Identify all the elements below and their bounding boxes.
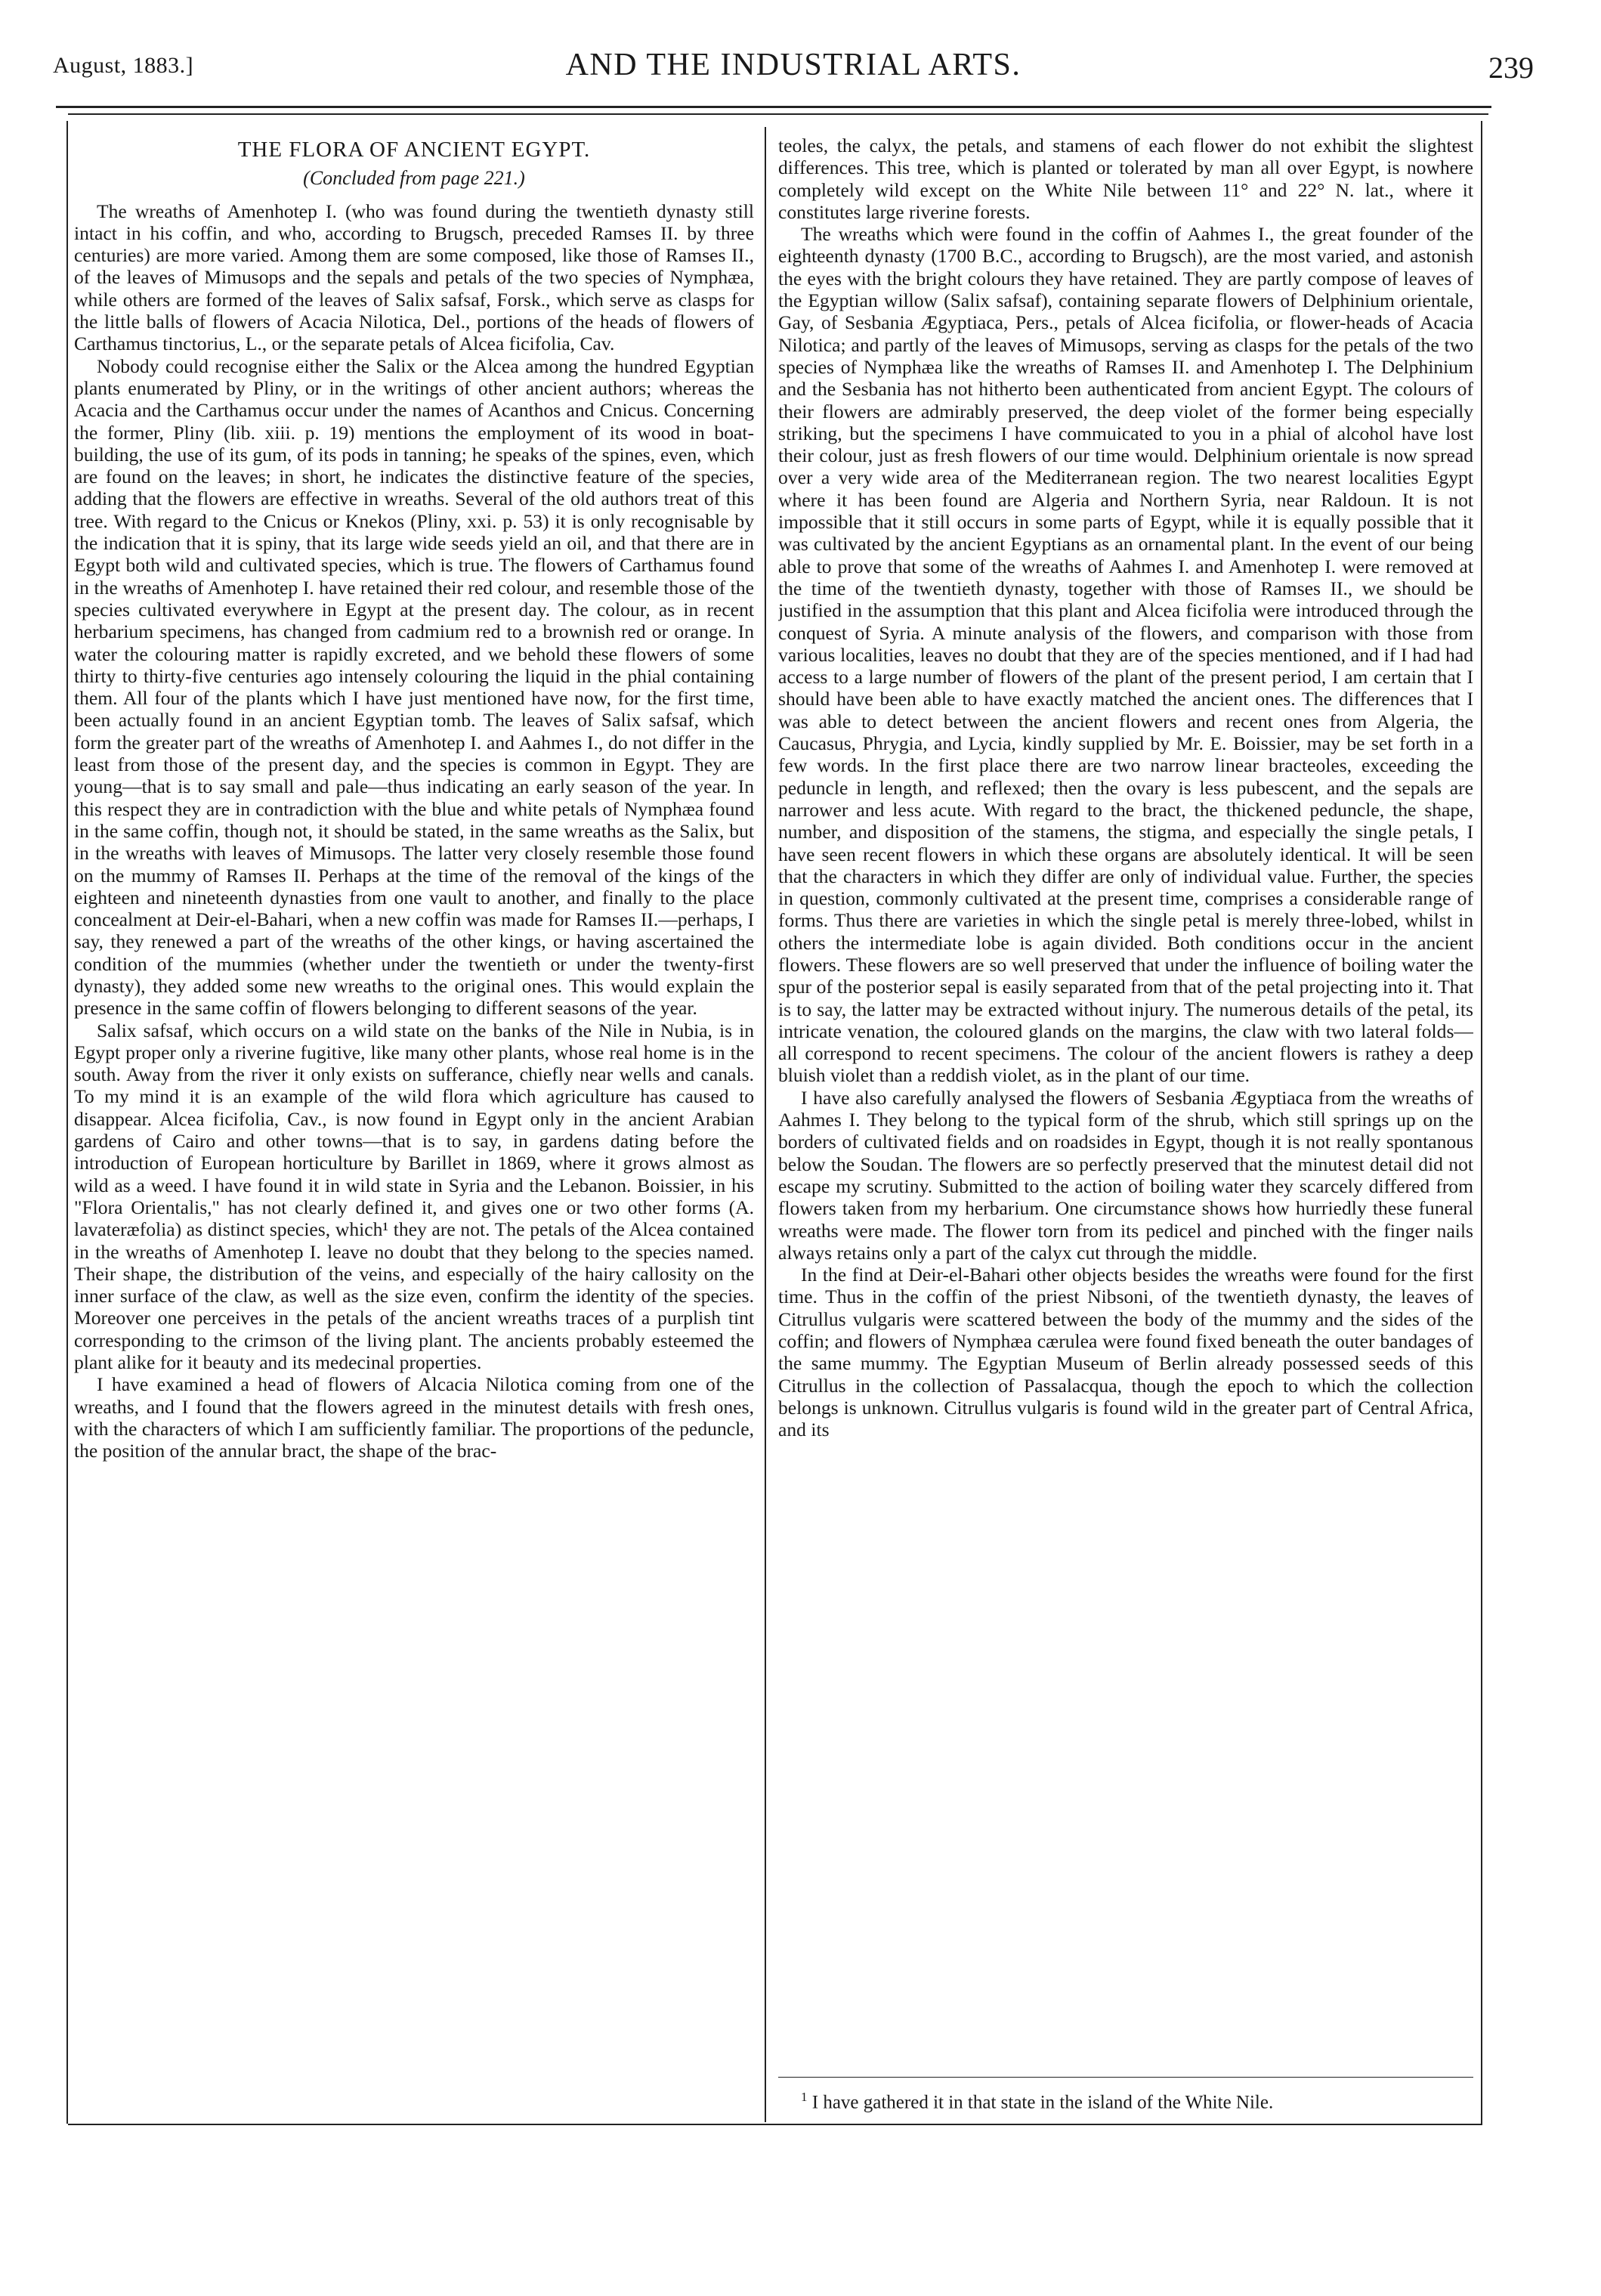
- right-border-rule: [1481, 121, 1482, 2124]
- paragraph: In the find at Deir-el-Bahari other objects besides the wreaths were found for the first time. Thus in the coffin of the priest Nibsoni, of the twentieth dynasty, the leaves of Citrullus vulgaris were scattered between the body of the mummy and the sides of the coffin; and flowers of Nymphæa cærulea were found fixed beneath the outer bandages of the same mummy. The Egyptian Museum of Berlin already possessed seeds of this Citrullus in the collection of Passalacqua, though the epoch to which the collection belongs is unknown. Citrullus vulgaris is found wild in the greater part of Central Africa, and its: [778, 1264, 1473, 1441]
- paragraph: I have also carefully analysed the flowers of Sesbania Ægyptiaca from the wreaths of Aahmes I. They belong to the typical form of the shrub, which still springs up on the borders of cultivated fields and on roadsides in Egypt, though it is not really spontanous below the Soudan. The flowers are so perfectly preserved that the minutest detail did not escape my scrutiny. Submitted to the action of boiling water they scarcely differed from flowers taken from my herbarium. One circumstance shows how hurriedly these funeral wreaths were made. The flower torn from its pedicel and pinched with the finger nails always retains only a part of the calyx cut through the middle.: [778, 1086, 1473, 1264]
- footnote-rule: [778, 2077, 1473, 2078]
- right-column: [778, 135, 1473, 2075]
- paragraph: Salix safsaf, which occurs on a wild state on the banks of the Nile in Nubia, is in Egypt proper only a riverine fugitive, like many other plants, whose real home is in the south. Away from the river it only exists on sufferance, chiefly near wells and canals. To my mind it is an example of the wild flora which agriculture has caused to disappear. Alcea ficifolia, Cav., is now found in Egypt only in the ancient Arabian gardens of Cairo and other towns—that is to say, in gardens dating before the introduction of European horticulture by Barillet in 1869, where it grows almost as wild as a weed. I have found it in wild state in Syria and the Lebanon. Boissier, in his "Flora Orientalis," has not clearly defined it, and gives one or two other forms (A. lavateræfolia) as distinct species, which¹ they are not. The petals of the Alcea contained in the wreaths of Amenhotep I. leave no doubt that they belong to the species named. Their shape, the distribution of the veins, and especially of the hairy callosity on the inner surface of the claw, as well as the size even, confirm the identity of the species. Moreover one perceives in the petals of the ancient wreaths traces of a purplish tint corresponding to the crimson of the living plant. The ancients probably esteemed the plant alike for it beauty and its medecinal properties.: [74, 1019, 754, 1374]
- paragraph: teoles, the calyx, the petals, and stamens of each flower do not exhibit the slightest differences. This tree, which is planted or tolerated by man all over Egypt, is nowhere completely wild except on the White Nile between 11° and 22° N. lat., where it constitutes large riverine forests.: [778, 135, 1473, 223]
- footnote-text: I have gathered it in that state in the island of the White Nile.: [811, 2092, 1274, 2113]
- paragraph: The wreaths which were found in the coffin of Aahmes I., the great founder of the eighteenth dynasty (1700 B.C., according to Brugsch), are the most varied, and astonish the eyes with the bright colours they have retained. They are partly compose of leaves of the Egyptian willow (Salix safsaf), containing separate flowers of Delphinium orientale, Gay, of Sesbania Ægyptiaca, Pers., petals of Alcea ficifolia, or flower-heads of Acacia Nilotica; and partly of the leaves of Mimusops, serving as clasps for the petals of the two species of Nymphæa like the wreaths of Ramses II. and Amenhotep I. The Delphinium and the Sesbania has not hitherto been authenticated from ancient Egypt. The colours of their flowers are admirably preserved, the deep violet of the former being especially striking, but the specimens I have commuicated to you in a phial of alcohol have lost their colour, just as fresh flowers of our time would. Delphinium orientale is now spread over a very wide area of the Mediterranean region. The two nearest localities Egypt where it has been found are Algeria and Northern Syria, near Raldoun. It is not impossible that it still occurs in some parts of Egypt, while it is equally possible that it was cultivated by the ancient Egyptians as an ornamental plant. In the event of our being able to prove that some of the wreaths of Aahmes I. and Amenhotep I. were removed at the time of the twentieth dynasty, together with those of Ramses II., we should be justified in the assumption that this plant and Alcea ficifolia were introduced through the conquest of Syria. A minute analysis of the flowers, and comparison with those from various localities, leaves no doubt that they are of the species mentioned, and if I had had access to a large number of flowers of the plant of the present period, I am certain that I should have been able to have exactly matched the ancient ones. The differences that I was able to detect between the ancient flowers and recent ones from Algeria, the Caucasus, Phrygia, and Lycia, kindly supplied by Mr. E. Boissier, may be set forth in a few words. In the first place there are two narrow linear bracteoles, exceeding the peduncle in length, and reflexed; then the ovary is less pubescent, and the sepals are narrower and less acute. With regard to the bract, the thickened peduncle, the shape, number, and disposition of the stamens, the stigma, and especially the single petals, I have seen recent flowers in which these organs are absolutely identical. It will be seen that the characters in which they differ are only of individual value. Further, the species in question, commonly cultivated at the present time, comprises a considerable range of forms. Thus there are varieties in which the single petal is merely three-lobed, whilst in others the intermediate lobe is again divided. Both conditions occur in the ancient flowers. These flowers are so well preserved that under the influence of boiling water the spur of the posterior sepal is easily separated from that of the petal projecting into it. That is to say, the latter may be extracted without injury. The numerous details of the petal, its intricate venation, the coloured glands on the margins, the claw with two lateral folds—all correspond to recent specimens. The colour of the ancient flowers is rathey a deep bluish violet than a reddish violet, as in the plant of our time.: [778, 223, 1473, 1087]
- article-title: THE FLORA OF ANCIENT EGYPT.: [237, 138, 591, 162]
- article-subtitle: (Concluded from page 221.): [303, 167, 525, 190]
- header-rule-secondary: [68, 113, 1488, 115]
- running-title: AND THE INDUSTRIAL ARTS.: [565, 48, 1021, 82]
- footnote: [801, 2086, 1473, 2114]
- paragraph: The wreaths of Amenhotep I. (who was found during the twentieth dynasty still intact in his coffin, and who, according to Brugsch, preceded Ramses II. by three centuries) are more varied. Among them are some composed, like those of Ramses II., of the leaves of Mimusops and the sepals and petals of the two species of Nymphæa, while others are formed of the leaves of Salix safsaf, Forsk., which serve as clasps for the little balls of flowers of Acacia Nilotica, Del., portions of the heads of flowers of Carthamus tinctorius, L., or the separate petals of Alcea ficifolia, Cav.: [74, 200, 754, 355]
- page-number: 239: [1488, 51, 1534, 85]
- issue-date: August, 1883.]: [53, 53, 194, 78]
- paragraph: I have examined a head of flowers of Alcacia Nilotica coming from one of the wreaths, and I found that the flowers agreed in the minutest details with fresh ones, with the characters of which I am sufficiently familiar. The proportions of the peduncle, the position of the annular bract, the shape of the brac-: [74, 1373, 754, 1462]
- bottom-rule: [68, 2124, 1482, 2125]
- left-column: [74, 135, 754, 2115]
- paragraph: Nobody could recognise either the Salix or the Alcea among the hundred Egyptian plants enumerated by Pliny, or in the writings of other ancient authors; whereas the Acacia and the Carthamus occur under the names of Acanthos and Cnicus. Concerning the former, Pliny (lib. xiii. p. 19) mentions the employment of its wood in boat-building, the use of its gum, of its pods in tanning; he speaks of the spines, even, which are found on the leaves; in short, he indicates the distinctive feature of the species, adding that the flowers are effective in wreaths. Several of the old authors treat of this tree. With regard to the Cnicus or Knekos (Pliny, xxi. p. 53) it is only recognisable by the indication that it is spiny, that its large wide seeds yield an oil, and that there are in Egypt both wild and cultivated species, which is true. The flowers of Carthamus found in the wreaths of Amenhotep I. have retained their red colour, and resemble those of the species cultivated everywhere in Egypt at the present day. The colour, as in recent herbarium specimens, has changed from cadmium red to a brownish red or orange. In water the colouring matter is rapidly excreted, and we behold these flowers of some thirty to thirty-five centuries ago intensely colouring the liquid in the phial containing them. All four of the plants which I have just mentioned have now, for the first time, been actually found in an ancient Egyptian tomb. The leaves of Salix safsaf, which form the greater part of the wreaths of Amenhotep I. and Aahmes I., do not differ in the least from those of the present day, and the species is common in Egypt. They are young—that is to say small and pale—thus indicating an early season of the year. In this respect they are in contradiction with the blue and white petals of Nymphæa found in the same coffin, though not, it should be stated, in the same wreaths as the Salix, but in the wreaths with leaves of Mimusops. The latter very closely resemble those found on the mummy of Ramses II. Perhaps at the time of the removal of the kings of the eighteen and nineteenth dynasties from one vault to another, and finally to the place concealment at Deir-el-Bahari, when a new coffin was made for Ramses II.—perhaps, I say, they renewed a part of the wreaths of the other kings, or having ascertained the condition of the mummies (whether under the twentieth or under the twenty-first dynasty), they added some new wreaths to the original ones. This would explain the presence in the same coffin of flowers belonging to different seasons of the year.: [74, 354, 754, 1020]
- header-rule: [56, 106, 1491, 108]
- page-header: [53, 47, 1534, 100]
- footnote-marker: 1: [801, 2090, 808, 2104]
- column-divider: [765, 127, 766, 2122]
- left-border-rule: [66, 121, 68, 2124]
